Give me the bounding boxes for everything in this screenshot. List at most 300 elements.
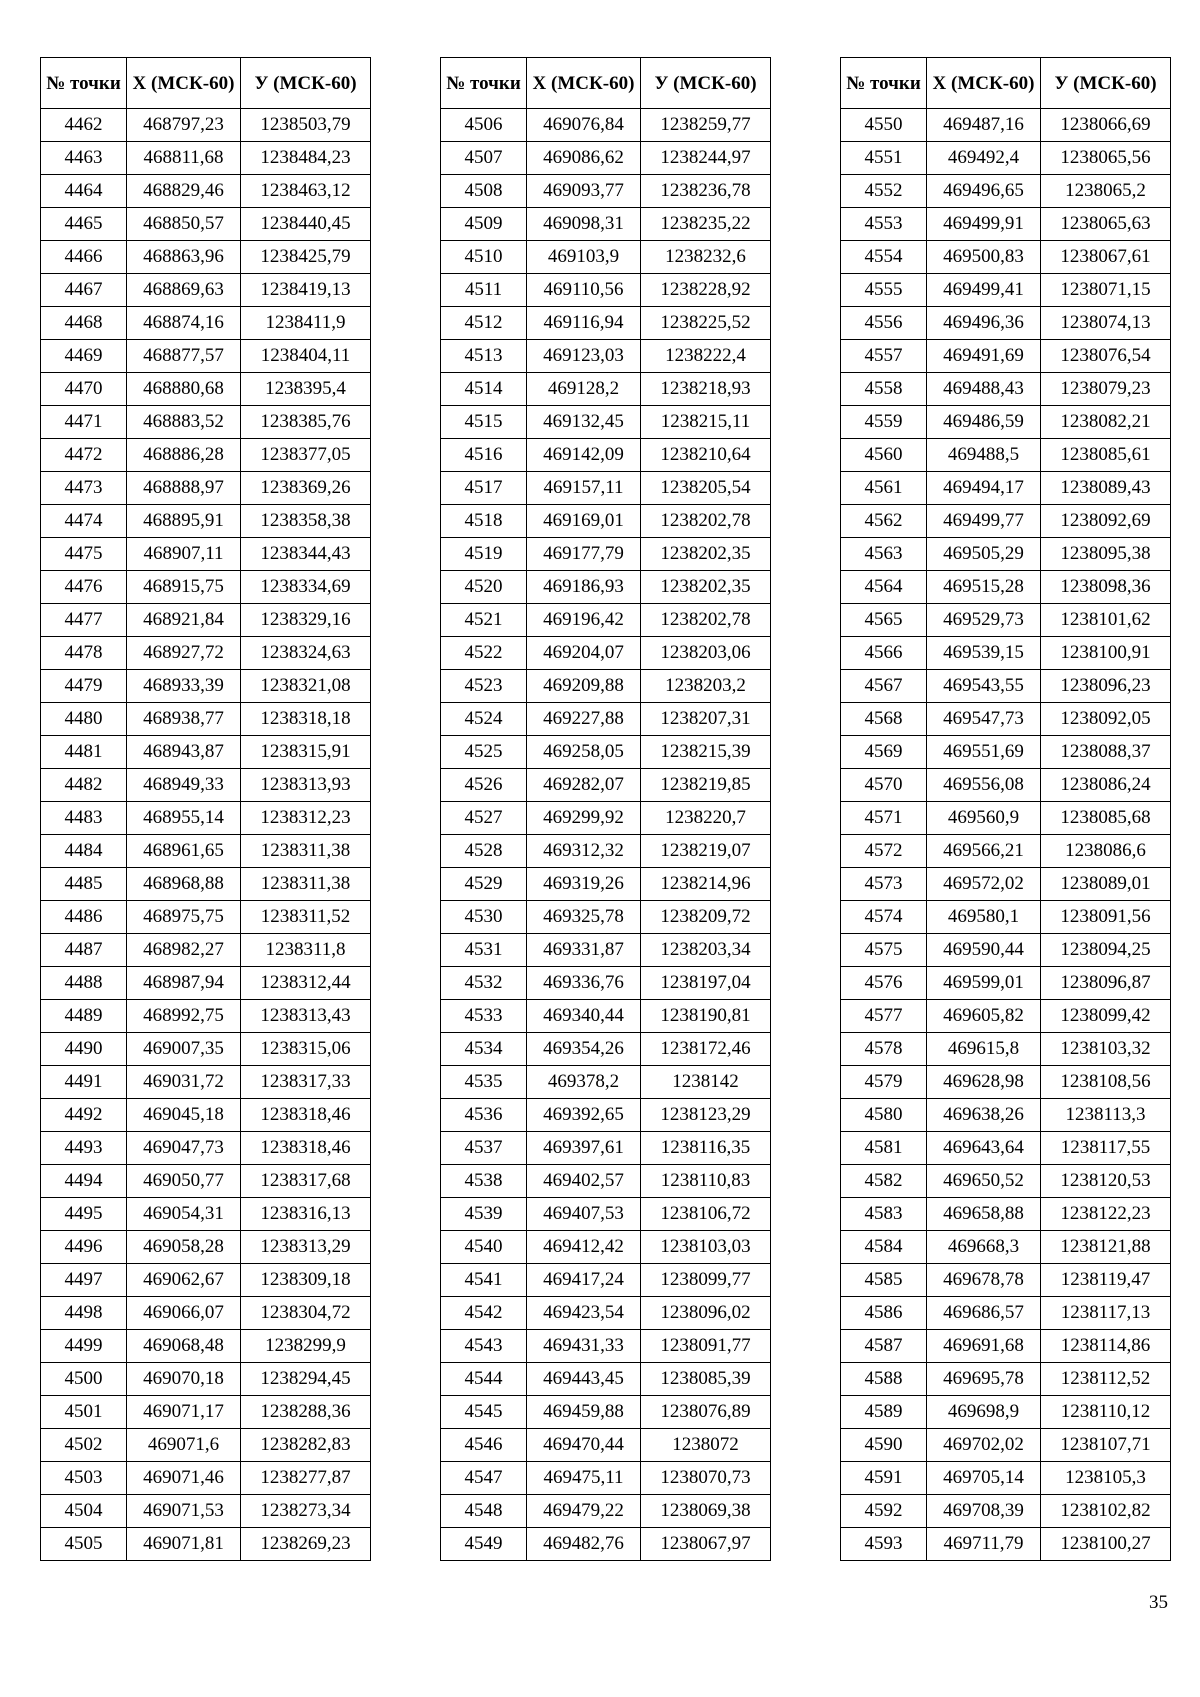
cell-point-number: 4559 (841, 406, 927, 439)
table-row (841, 604, 1171, 637)
cell-y-coordinate: 1238219,85 (641, 769, 771, 802)
cell-x-coordinate: 468888,97 (127, 472, 241, 505)
cell-point-number: 4591 (841, 1462, 927, 1495)
cell-x-coordinate: 469340,44 (527, 1000, 641, 1033)
table-row (441, 1264, 771, 1297)
cell-point-number: 4543 (441, 1330, 527, 1363)
cell-x-coordinate: 469062,67 (127, 1264, 241, 1297)
table-row (441, 571, 771, 604)
cell-x-coordinate: 469407,53 (527, 1198, 641, 1231)
table-row (41, 868, 371, 901)
cell-x-coordinate: 468975,75 (127, 901, 241, 934)
cell-point-number: 4493 (41, 1132, 127, 1165)
cell-point-number: 4486 (41, 901, 127, 934)
cell-y-coordinate: 1238172,46 (641, 1033, 771, 1066)
table-row (841, 670, 1171, 703)
cell-point-number: 4545 (441, 1396, 527, 1429)
cell-y-coordinate: 1238425,79 (241, 241, 371, 274)
cell-point-number: 4551 (841, 142, 927, 175)
cell-x-coordinate: 469378,2 (527, 1066, 641, 1099)
cell-y-coordinate: 1238072 (641, 1429, 771, 1462)
table-row (441, 604, 771, 637)
cell-x-coordinate: 468863,96 (127, 241, 241, 274)
cell-x-coordinate: 469128,2 (527, 373, 641, 406)
cell-y-coordinate: 1238096,87 (1041, 967, 1171, 1000)
cell-y-coordinate: 1238288,36 (241, 1396, 371, 1429)
header-point-number: № точки (41, 58, 127, 109)
cell-x-coordinate: 469071,17 (127, 1396, 241, 1429)
cell-y-coordinate: 1238311,8 (241, 934, 371, 967)
cell-point-number: 4588 (841, 1363, 927, 1396)
cell-y-coordinate: 1238232,6 (641, 241, 771, 274)
table-row (841, 1231, 1171, 1264)
table-row (841, 571, 1171, 604)
cell-point-number: 4465 (41, 208, 127, 241)
cell-y-coordinate: 1238202,78 (641, 505, 771, 538)
cell-y-coordinate: 1238202,35 (641, 571, 771, 604)
cell-point-number: 4507 (441, 142, 527, 175)
table-row (41, 769, 371, 802)
table-row (841, 373, 1171, 406)
cell-x-coordinate: 469319,26 (527, 868, 641, 901)
cell-y-coordinate: 1238277,87 (241, 1462, 371, 1495)
cell-x-coordinate: 469491,69 (927, 340, 1041, 373)
cell-x-coordinate: 469572,02 (927, 868, 1041, 901)
cell-x-coordinate: 469702,02 (927, 1429, 1041, 1462)
cell-point-number: 4480 (41, 703, 127, 736)
cell-point-number: 4516 (441, 439, 527, 472)
cell-x-coordinate: 468895,91 (127, 505, 241, 538)
cell-x-coordinate: 469691,68 (927, 1330, 1041, 1363)
cell-x-coordinate: 468877,57 (127, 340, 241, 373)
cell-y-coordinate: 1238259,77 (641, 109, 771, 142)
cell-point-number: 4477 (41, 604, 127, 637)
cell-point-number: 4554 (841, 241, 927, 274)
table-row (41, 1396, 371, 1429)
table-row (441, 1330, 771, 1363)
cell-point-number: 4589 (841, 1396, 927, 1429)
table-row (841, 1462, 1171, 1495)
cell-x-coordinate: 469658,88 (927, 1198, 1041, 1231)
cell-point-number: 4549 (441, 1528, 527, 1561)
cell-y-coordinate: 1238299,9 (241, 1330, 371, 1363)
cell-y-coordinate: 1238395,4 (241, 373, 371, 406)
cell-point-number: 4501 (41, 1396, 127, 1429)
table-row (441, 439, 771, 472)
table-row (441, 1429, 771, 1462)
table-row (41, 142, 371, 175)
table-row (41, 175, 371, 208)
table-row (841, 538, 1171, 571)
cell-y-coordinate: 1238066,69 (1041, 109, 1171, 142)
cell-y-coordinate: 1238312,44 (241, 967, 371, 1000)
cell-x-coordinate: 469705,14 (927, 1462, 1041, 1495)
cell-point-number: 4475 (41, 538, 127, 571)
cell-point-number: 4519 (441, 538, 527, 571)
cell-x-coordinate: 469678,78 (927, 1264, 1041, 1297)
cell-point-number: 4584 (841, 1231, 927, 1264)
cell-point-number: 4587 (841, 1330, 927, 1363)
table-row (441, 802, 771, 835)
cell-point-number: 4583 (841, 1198, 927, 1231)
table-row (841, 1033, 1171, 1066)
cell-point-number: 4522 (441, 637, 527, 670)
cell-point-number: 4570 (841, 769, 927, 802)
cell-point-number: 4510 (441, 241, 527, 274)
cell-y-coordinate: 1238095,38 (1041, 538, 1171, 571)
cell-x-coordinate: 469643,64 (927, 1132, 1041, 1165)
cell-y-coordinate: 1238313,93 (241, 769, 371, 802)
cell-y-coordinate: 1238411,9 (241, 307, 371, 340)
cell-y-coordinate: 1238203,34 (641, 934, 771, 967)
cell-x-coordinate: 469116,94 (527, 307, 641, 340)
cell-point-number: 4579 (841, 1066, 927, 1099)
coordinates-table-1 (40, 57, 371, 1561)
table-row (441, 1198, 771, 1231)
cell-point-number: 4530 (441, 901, 527, 934)
cell-y-coordinate: 1238101,62 (1041, 604, 1171, 637)
cell-x-coordinate: 469711,79 (927, 1528, 1041, 1561)
cell-x-coordinate: 469402,57 (527, 1165, 641, 1198)
cell-x-coordinate: 469605,82 (927, 1000, 1041, 1033)
table-row (441, 175, 771, 208)
cell-y-coordinate: 1238309,18 (241, 1264, 371, 1297)
cell-x-coordinate: 469103,9 (527, 241, 641, 274)
cell-x-coordinate: 469543,55 (927, 670, 1041, 703)
cell-point-number: 4590 (841, 1429, 927, 1462)
cell-y-coordinate: 1238099,77 (641, 1264, 771, 1297)
table-row (841, 241, 1171, 274)
cell-point-number: 4540 (441, 1231, 527, 1264)
cell-point-number: 4555 (841, 274, 927, 307)
header-y-coordinate: У (МСК-60) (1041, 58, 1171, 109)
cell-x-coordinate: 469417,24 (527, 1264, 641, 1297)
cell-y-coordinate: 1238440,45 (241, 208, 371, 241)
table-row (841, 1000, 1171, 1033)
cell-point-number: 4580 (841, 1099, 927, 1132)
cell-point-number: 4586 (841, 1297, 927, 1330)
cell-point-number: 4472 (41, 439, 127, 472)
table-row (41, 901, 371, 934)
cell-y-coordinate: 1238121,88 (1041, 1231, 1171, 1264)
cell-point-number: 4494 (41, 1165, 127, 1198)
table-row (441, 241, 771, 274)
table-row (441, 373, 771, 406)
cell-point-number: 4471 (41, 406, 127, 439)
table-row (841, 1066, 1171, 1099)
cell-point-number: 4541 (441, 1264, 527, 1297)
cell-point-number: 4467 (41, 274, 127, 307)
cell-y-coordinate: 1238091,56 (1041, 901, 1171, 934)
cell-point-number: 4470 (41, 373, 127, 406)
cell-x-coordinate: 469071,6 (127, 1429, 241, 1462)
header-y-coordinate: У (МСК-60) (241, 58, 371, 109)
cell-y-coordinate: 1238099,42 (1041, 1000, 1171, 1033)
table-row (441, 1066, 771, 1099)
table-row (841, 439, 1171, 472)
table-row (41, 109, 371, 142)
cell-y-coordinate: 1238065,2 (1041, 175, 1171, 208)
table-row (441, 208, 771, 241)
cell-point-number: 4582 (841, 1165, 927, 1198)
cell-point-number: 4512 (441, 307, 527, 340)
cell-x-coordinate: 468874,16 (127, 307, 241, 340)
cell-x-coordinate: 468880,68 (127, 373, 241, 406)
cell-y-coordinate: 1238085,39 (641, 1363, 771, 1396)
cell-y-coordinate: 1238205,54 (641, 472, 771, 505)
cell-y-coordinate: 1238203,2 (641, 670, 771, 703)
table-row (841, 1330, 1171, 1363)
cell-y-coordinate: 1238318,18 (241, 703, 371, 736)
cell-x-coordinate: 468886,28 (127, 439, 241, 472)
cell-x-coordinate: 469331,87 (527, 934, 641, 967)
cell-x-coordinate: 469066,07 (127, 1297, 241, 1330)
cell-y-coordinate: 1238215,39 (641, 736, 771, 769)
cell-x-coordinate: 468797,23 (127, 109, 241, 142)
cell-x-coordinate: 469110,56 (527, 274, 641, 307)
cell-y-coordinate: 1238282,83 (241, 1429, 371, 1462)
cell-y-coordinate: 1238369,26 (241, 472, 371, 505)
table-header-row (41, 58, 371, 109)
table-row (41, 1462, 371, 1495)
cell-y-coordinate: 1238119,47 (1041, 1264, 1171, 1297)
cell-x-coordinate: 469054,31 (127, 1198, 241, 1231)
table-row (441, 1033, 771, 1066)
table-row (841, 142, 1171, 175)
cell-y-coordinate: 1238228,92 (641, 274, 771, 307)
cell-point-number: 4527 (441, 802, 527, 835)
cell-point-number: 4473 (41, 472, 127, 505)
table-row (41, 1264, 371, 1297)
header-point-number: № точки (841, 58, 927, 109)
table-row (841, 406, 1171, 439)
table-row (41, 1099, 371, 1132)
cell-y-coordinate: 1238082,21 (1041, 406, 1171, 439)
table-row (41, 934, 371, 967)
table-row (841, 1363, 1171, 1396)
cell-y-coordinate: 1238385,76 (241, 406, 371, 439)
cell-x-coordinate: 468811,68 (127, 142, 241, 175)
table-row (841, 934, 1171, 967)
table-row (841, 901, 1171, 934)
cell-y-coordinate: 1238304,72 (241, 1297, 371, 1330)
cell-x-coordinate: 469299,92 (527, 802, 641, 835)
cell-y-coordinate: 1238294,45 (241, 1363, 371, 1396)
cell-y-coordinate: 1238222,4 (641, 340, 771, 373)
table-row (41, 1495, 371, 1528)
cell-x-coordinate: 469336,76 (527, 967, 641, 1000)
cell-x-coordinate: 469354,26 (527, 1033, 641, 1066)
cell-x-coordinate: 468961,65 (127, 835, 241, 868)
cell-point-number: 4513 (441, 340, 527, 373)
cell-point-number: 4542 (441, 1297, 527, 1330)
cell-point-number: 4517 (441, 472, 527, 505)
cell-point-number: 4481 (41, 736, 127, 769)
cell-x-coordinate: 469499,77 (927, 505, 1041, 538)
cell-point-number: 4548 (441, 1495, 527, 1528)
table-row (441, 934, 771, 967)
cell-point-number: 4561 (841, 472, 927, 505)
cell-x-coordinate: 469169,01 (527, 505, 641, 538)
cell-point-number: 4491 (41, 1066, 127, 1099)
cell-y-coordinate: 1238273,34 (241, 1495, 371, 1528)
table-row (841, 1495, 1171, 1528)
cell-point-number: 4503 (41, 1462, 127, 1495)
cell-point-number: 4537 (441, 1132, 527, 1165)
cell-point-number: 4574 (841, 901, 927, 934)
table-row (441, 736, 771, 769)
cell-point-number: 4547 (441, 1462, 527, 1495)
cell-point-number: 4474 (41, 505, 127, 538)
cell-x-coordinate: 469157,11 (527, 472, 641, 505)
cell-point-number: 4556 (841, 307, 927, 340)
cell-point-number: 4520 (441, 571, 527, 604)
cell-x-coordinate: 469487,16 (927, 109, 1041, 142)
cell-point-number: 4525 (441, 736, 527, 769)
cell-x-coordinate: 469325,78 (527, 901, 641, 934)
cell-point-number: 4492 (41, 1099, 127, 1132)
cell-y-coordinate: 1238318,46 (241, 1099, 371, 1132)
cell-y-coordinate: 1238321,08 (241, 670, 371, 703)
cell-y-coordinate: 1238098,36 (1041, 571, 1171, 604)
table-row (441, 1231, 771, 1264)
cell-point-number: 4502 (41, 1429, 127, 1462)
cell-x-coordinate: 469142,09 (527, 439, 641, 472)
cell-point-number: 4497 (41, 1264, 127, 1297)
cell-y-coordinate: 1238089,43 (1041, 472, 1171, 505)
cell-x-coordinate: 468982,27 (127, 934, 241, 967)
cell-point-number: 4496 (41, 1231, 127, 1264)
cell-point-number: 4485 (41, 868, 127, 901)
cell-y-coordinate: 1238067,61 (1041, 241, 1171, 274)
cell-x-coordinate: 469650,52 (927, 1165, 1041, 1198)
cell-point-number: 4499 (41, 1330, 127, 1363)
table-row (441, 1495, 771, 1528)
table-body (41, 109, 371, 1561)
coordinates-table-3 (840, 57, 1171, 1561)
cell-x-coordinate: 469423,54 (527, 1297, 641, 1330)
table-row (41, 1132, 371, 1165)
cell-point-number: 4531 (441, 934, 527, 967)
table-row (41, 604, 371, 637)
cell-x-coordinate: 469031,72 (127, 1066, 241, 1099)
cell-y-coordinate: 1238074,13 (1041, 307, 1171, 340)
cell-y-coordinate: 1238202,78 (641, 604, 771, 637)
cell-x-coordinate: 469312,32 (527, 835, 641, 868)
cell-point-number: 4521 (441, 604, 527, 637)
cell-point-number: 4585 (841, 1264, 927, 1297)
table-row (441, 472, 771, 505)
cell-point-number: 4550 (841, 109, 927, 142)
table-row (841, 868, 1171, 901)
cell-y-coordinate: 1238096,02 (641, 1297, 771, 1330)
cell-point-number: 4564 (841, 571, 927, 604)
cell-x-coordinate: 469599,01 (927, 967, 1041, 1000)
cell-y-coordinate: 1238190,81 (641, 1000, 771, 1033)
table-row (41, 307, 371, 340)
cell-point-number: 4479 (41, 670, 127, 703)
table-row (41, 736, 371, 769)
table-row (41, 802, 371, 835)
table-row (441, 406, 771, 439)
table-row (41, 439, 371, 472)
cell-x-coordinate: 469045,18 (127, 1099, 241, 1132)
cell-point-number: 4562 (841, 505, 927, 538)
cell-point-number: 4533 (441, 1000, 527, 1033)
cell-y-coordinate: 1238103,32 (1041, 1033, 1171, 1066)
cell-y-coordinate: 1238106,72 (641, 1198, 771, 1231)
cell-x-coordinate: 469539,15 (927, 637, 1041, 670)
table-row (841, 175, 1171, 208)
cell-x-coordinate: 469479,22 (527, 1495, 641, 1528)
cell-point-number: 4572 (841, 835, 927, 868)
table-body (441, 109, 771, 1561)
table-row (441, 1000, 771, 1033)
cell-point-number: 4488 (41, 967, 127, 1000)
cell-y-coordinate: 1238120,53 (1041, 1165, 1171, 1198)
header-y-coordinate: У (МСК-60) (641, 58, 771, 109)
cell-y-coordinate: 1238089,01 (1041, 868, 1171, 901)
table-row (41, 1198, 371, 1231)
table-row (41, 670, 371, 703)
cell-x-coordinate: 468949,33 (127, 769, 241, 802)
cell-x-coordinate: 469470,44 (527, 1429, 641, 1462)
table-row (841, 1297, 1171, 1330)
cell-x-coordinate: 468943,87 (127, 736, 241, 769)
cell-point-number: 4487 (41, 934, 127, 967)
table-row (41, 1066, 371, 1099)
cell-x-coordinate: 469071,81 (127, 1528, 241, 1561)
cell-x-coordinate: 469076,84 (527, 109, 641, 142)
cell-point-number: 4504 (41, 1495, 127, 1528)
cell-y-coordinate: 1238358,38 (241, 505, 371, 538)
cell-x-coordinate: 468938,77 (127, 703, 241, 736)
cell-y-coordinate: 1238065,63 (1041, 208, 1171, 241)
cell-x-coordinate: 469258,05 (527, 736, 641, 769)
cell-y-coordinate: 1238484,23 (241, 142, 371, 175)
table-row (441, 901, 771, 934)
table-row (41, 1330, 371, 1363)
cell-point-number: 4593 (841, 1528, 927, 1561)
cell-y-coordinate: 1238329,16 (241, 604, 371, 637)
cell-x-coordinate: 469551,69 (927, 736, 1041, 769)
cell-point-number: 4563 (841, 538, 927, 571)
cell-point-number: 4534 (441, 1033, 527, 1066)
cell-y-coordinate: 1238313,29 (241, 1231, 371, 1264)
cell-point-number: 4529 (441, 868, 527, 901)
cell-x-coordinate: 469070,18 (127, 1363, 241, 1396)
cell-point-number: 4553 (841, 208, 927, 241)
table-row (441, 1297, 771, 1330)
cell-y-coordinate: 1238085,68 (1041, 802, 1171, 835)
cell-point-number: 4478 (41, 637, 127, 670)
cell-y-coordinate: 1238105,3 (1041, 1462, 1171, 1495)
cell-point-number: 4482 (41, 769, 127, 802)
table-row (441, 142, 771, 175)
cell-y-coordinate: 1238236,78 (641, 175, 771, 208)
table-row (841, 1396, 1171, 1429)
cell-x-coordinate: 468992,75 (127, 1000, 241, 1033)
cell-x-coordinate: 469209,88 (527, 670, 641, 703)
cell-y-coordinate: 1238107,71 (1041, 1429, 1171, 1462)
table-row (41, 472, 371, 505)
cell-point-number: 4489 (41, 1000, 127, 1033)
cell-point-number: 4509 (441, 208, 527, 241)
cell-y-coordinate: 1238142 (641, 1066, 771, 1099)
cell-y-coordinate: 1238207,31 (641, 703, 771, 736)
cell-x-coordinate: 468933,39 (127, 670, 241, 703)
cell-point-number: 4568 (841, 703, 927, 736)
